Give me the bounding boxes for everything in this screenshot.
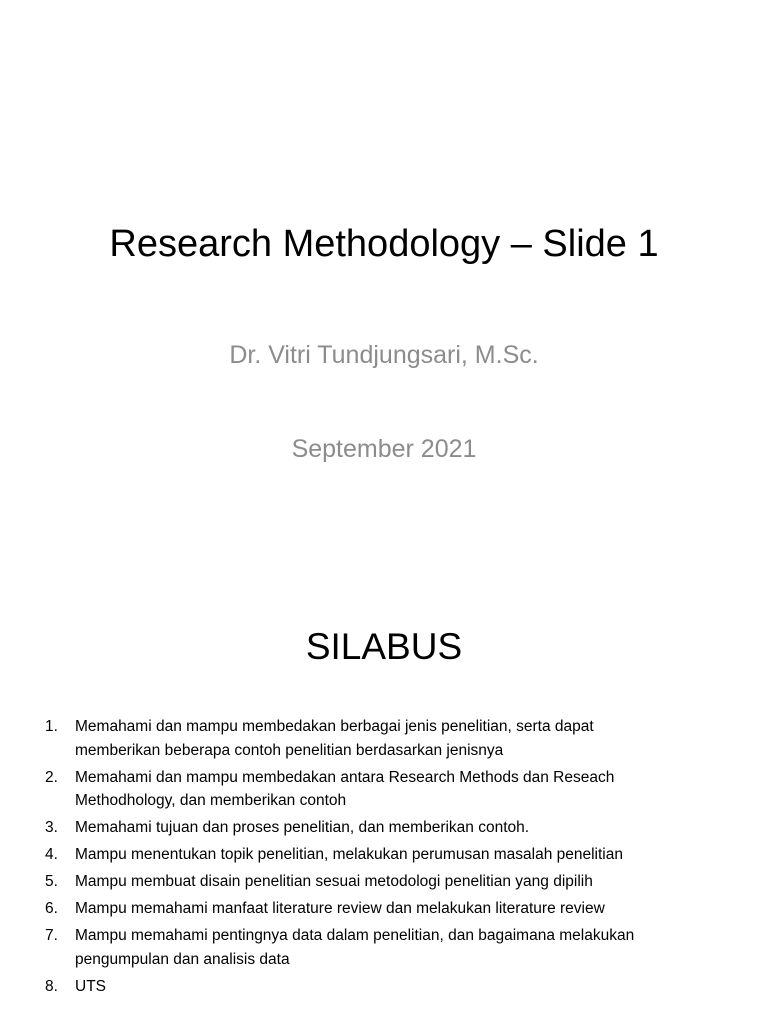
syllabus-item — [45, 816, 735, 840]
syllabus-item — [45, 766, 735, 813]
author-name: Dr. Vitri Tundjungsari, M.Sc. — [229, 341, 539, 369]
item-text — [75, 715, 735, 762]
item-text — [75, 766, 735, 813]
item-text — [75, 843, 735, 867]
item-text-line: memberikan beberapa contoh penelitian berdasarkan jenisnya — [75, 741, 504, 759]
item-text-line: Mampu memahami pentingnya data dalam penelitian, dan bagaimana melakukan — [75, 927, 635, 944]
item-text-line: Mampu memahami manfaat literature review dan melakukan literature review — [75, 900, 605, 917]
item-number: 2. — [45, 768, 58, 786]
slide-title: Research Methodology – Slide 1 — [109, 223, 659, 265]
item-number: 4. — [45, 846, 58, 863]
syllabus-slide — [0, 578, 768, 1024]
item-text-line: Methodhology, dan memberikan contoh — [75, 792, 347, 809]
item-number: 7. — [45, 927, 58, 944]
item-number: 5. — [45, 873, 58, 890]
item-text — [75, 897, 735, 921]
item-text-line: Mampu membuat disain penelitian sesuai metodologi penelitian yang dipilih — [75, 873, 593, 890]
item-text — [75, 816, 735, 840]
presentation-date: September 2021 — [291, 435, 477, 463]
item-number: 3. — [45, 819, 58, 836]
item-text — [75, 870, 735, 894]
item-text — [75, 975, 735, 999]
syllabus-heading: SILABUS — [305, 626, 463, 667]
item-text — [75, 924, 735, 971]
item-number: 8. — [45, 977, 58, 995]
item-text-line: UTS — [75, 977, 106, 995]
item-number: 6. — [45, 900, 58, 917]
item-text-line: Mampu menentukan topik penelitian, melakukan perumusan masalah penelitian — [75, 846, 623, 863]
syllabus-item — [45, 870, 735, 894]
item-text-line: Memahami tujuan dan proses penelitian, dan memberikan contoh. — [75, 819, 530, 836]
syllabus-item — [45, 715, 735, 762]
syllabus-list — [45, 715, 735, 1002]
item-text-line: Memahami dan mampu membedakan antara Research Methods dan Reseach — [75, 768, 615, 786]
item-text-line: pengumpulan dan analisis data — [75, 950, 290, 968]
syllabus-item — [45, 897, 735, 921]
syllabus-item — [45, 843, 735, 867]
syllabus-item — [45, 975, 735, 999]
item-number: 1. — [45, 718, 58, 735]
item-text-line: Memahami dan mampu membedakan berbagai jenis penelitian, serta dapat — [75, 718, 594, 735]
syllabus-item — [45, 924, 735, 971]
